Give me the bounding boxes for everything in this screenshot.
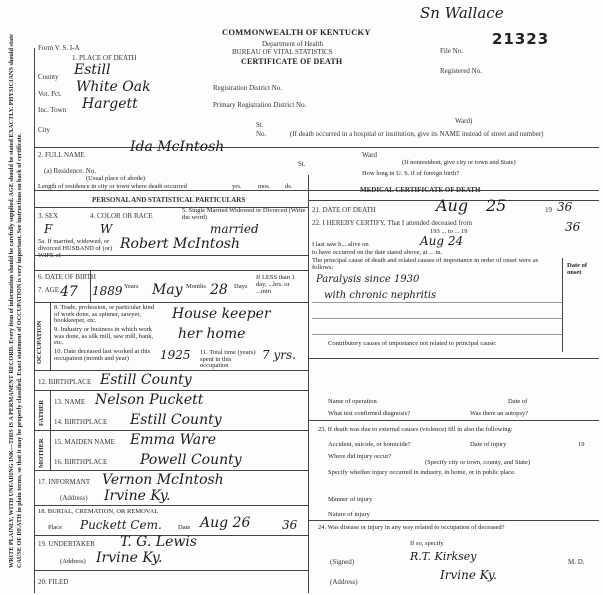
death-date-year-prefix: 19 (545, 206, 552, 214)
st-label: St. (256, 121, 264, 129)
last-saw-label: I last saw h... alive on (312, 241, 369, 248)
where-label: Where did injury occur? (328, 453, 392, 460)
age-value: 47 (60, 284, 78, 300)
informant-addr-label: (Address) (60, 494, 88, 502)
mother-name-label: 15. MAIDEN NAME (54, 438, 115, 446)
where-note: (Specify city or town, county, and State) (425, 459, 530, 466)
informant-value: Vernon McIntosh (102, 472, 224, 488)
physician-address-label: (Address) (330, 578, 358, 586)
department: Department of Health (262, 40, 324, 48)
physician-address: Irvine Ky. (440, 568, 497, 582)
if-so-label: If so, specify (410, 540, 444, 547)
full-name-value: Ida McIntosh (130, 139, 225, 155)
rule-q24 (308, 520, 599, 521)
full-name-label: 2. FULL NAME (38, 151, 85, 159)
residence-ward-label: Ward (362, 151, 377, 159)
file-number: 21323 (492, 30, 550, 48)
father-birth-label: 14. BIRTHPLACE (54, 418, 108, 426)
dob-label: 6. DATE OF BIRTH (38, 273, 96, 281)
rule-father (34, 430, 308, 431)
father-side-label: FATHER (38, 399, 45, 426)
burial-date-value: Aug 26 (200, 515, 251, 531)
left-border (34, 48, 35, 593)
color-value: W (100, 222, 113, 236)
death-date-year: 36 (557, 200, 573, 214)
if-less-label: If LESS than 1 day, ...hrs. or ...min (256, 274, 295, 295)
operation-label: Name of operation (328, 398, 377, 405)
nonresident-note: (If nonresident, give city or town and State) (402, 159, 516, 166)
age-label: 7. AGE (38, 286, 59, 294)
specify-label: Specify whether injury occurred in industry, in home, or in public place. (328, 469, 516, 476)
cause-rule-5 (312, 334, 562, 335)
no-label: No. (256, 130, 267, 138)
spouse-label: 5a. If married, widowed, or divorced HUSBAND of (or) WIFE of (38, 238, 113, 259)
certify-from: 193 ... to ... 19 (430, 228, 468, 235)
length-note: Length of residence in city or town where death occurred (38, 183, 187, 190)
town-label: Inc. Town (38, 106, 67, 114)
certify-to: 36 (565, 220, 581, 234)
rule-contrib (308, 358, 599, 359)
occ8-value: House keeper (172, 306, 271, 322)
ward-label: Ward) (455, 117, 473, 125)
marital-label: 5. Single Married Widowed or Divorced (Write the word) (182, 207, 306, 221)
sex-value: F (44, 222, 53, 236)
informant-label: 17. INFORMANT (38, 478, 91, 486)
manner-label: Manner of injury (328, 496, 373, 503)
cause-line-2: with chronic nephritis (324, 290, 437, 301)
diagnosis-label: What test confirmed diagnosis? (328, 410, 411, 417)
county-value: Estill (74, 62, 111, 78)
county-label: County (38, 73, 59, 81)
hospital-note: (If death occurred in a hospital or institution, give its NAME instead of street and number) (290, 130, 544, 138)
undertaker-addr-label: (Address) (60, 558, 86, 565)
town-value: Hargett (82, 96, 138, 112)
mother-name-value: Emma Ware (130, 432, 217, 448)
vot-label: Vot. Pct. (38, 90, 62, 98)
contributory-label: Contributory causes of importance not related to principal cause: (328, 340, 497, 347)
certify-label: 22. I HEREBY CERTIFY, That I attended deceased from (312, 219, 473, 227)
rule-age (34, 302, 308, 303)
last-saw-date: Aug 24 (420, 234, 464, 248)
q23-label: 23. If death was due to external causes (violence) fill in also the following: (318, 426, 513, 433)
occ-side-divider (50, 302, 51, 370)
undertaker-addr-value: Irvine Ky. (96, 550, 163, 566)
rule-undertaker (34, 570, 308, 571)
signature-top: Sn Wallace (420, 4, 504, 22)
father-name-value: Nelson Puckett (95, 392, 204, 408)
us-note: How long in U. S. if of foreign birth? (362, 170, 460, 177)
burial-label: 18. BURIAL, CREMATION, OR REMOVAL (38, 508, 159, 515)
birth-month: May (152, 282, 183, 298)
rule-q23 (308, 420, 599, 421)
parents-side-divider (50, 390, 51, 470)
mother-birth-label: 16. BIRTHPLACE (54, 458, 108, 466)
cause-rule-3 (312, 302, 562, 303)
rule-informant (34, 505, 308, 506)
rule-personal (34, 190, 599, 191)
rule-mother (34, 470, 308, 471)
q24-label: 24. Was disease or injury in any way related to occupation of deceased? (318, 524, 505, 531)
occ8-label: 8. Trade, profession, or particular kind of work done, as spinner, sawyer, bookkeeper, etc. (54, 304, 155, 324)
occ11-label: 11. Total time (years) spent in this occupation (200, 349, 256, 369)
nature-label: Nature of injury (328, 511, 370, 518)
rule-occ (34, 370, 308, 371)
burial-date-label: Date (178, 524, 191, 531)
accident-label: Accident, suicide, or homicide? (328, 441, 411, 448)
cause-line-1: Paralysis since 1930 (316, 274, 420, 285)
occ9-label: 9. Industry or business in which work was done, as silk mill, saw mill, bank, etc. (54, 326, 154, 346)
birthplace-value: Estill County (100, 372, 192, 388)
death-date-day: 25 (486, 196, 507, 215)
undertaker-label: 19. UNDERTAKER (38, 540, 95, 548)
md-label: M. D. (568, 558, 585, 566)
place-of-death-heading: 1. PLACE OF DEATH (72, 54, 137, 62)
cause-rule-4 (312, 318, 562, 319)
occ9-value: her home (178, 326, 246, 342)
marital-value: married (210, 222, 259, 236)
days-label: Days (234, 283, 248, 290)
birth-day: 28 (210, 282, 228, 298)
file-no-label: File No. (440, 47, 463, 55)
months-label: Months (186, 283, 206, 290)
informant-addr-value: Irvine Ky. (104, 488, 171, 504)
mother-birth-value: Powell County (140, 452, 242, 468)
years-label: Years (124, 283, 139, 290)
side-instructions (2, 8, 32, 593)
onset-divider (562, 258, 563, 352)
father-birth-value: Estill County (130, 412, 222, 428)
rule-dob (34, 270, 308, 271)
autopsy-label: Was there an autopsy? (470, 410, 529, 417)
reg-district-label: Registration District No. (213, 84, 283, 92)
burial-place-label: Place (48, 524, 63, 531)
occ10-value: 1925 (160, 348, 191, 362)
undertaker-value: T. G. Lewis (120, 534, 197, 550)
bureau: BUREAU OF VITAL STATISTICS (232, 48, 333, 56)
form-number: Form V. S. I-A (38, 44, 80, 52)
physician-signature: R.T. Kirksey (410, 550, 477, 563)
residence-note: (Usual place of abode) (86, 175, 146, 182)
vot-value: White Oak (76, 79, 151, 95)
occ11-value: 7 yrs. (262, 348, 296, 362)
sex-label: 3. SEX (38, 212, 59, 220)
residence-st-label: St. (298, 160, 306, 168)
death-date-month: Aug (436, 196, 469, 215)
rule-name (34, 147, 599, 148)
burial-year-value: 36 (282, 518, 298, 532)
rule-birth (34, 390, 308, 391)
registered-no-label: Registered No. (440, 67, 482, 75)
injury-date-label: Date of injury (470, 441, 507, 448)
side-instructions-text: WRITE PLAINLY, WITH UNFADING INK—THIS IS A PERMANENT RECORD. Every item of information should be carefully supplied. AGE should be stated EXACTLY. PHYSICIANS should state CAUSE OF DEATH in plain terms, so that it may be properly classified. Exact statement of OCCUPATION is very important. See instructions on back of certificate. (8, 34, 23, 568)
personal-heading: PERSONAL AND STATISTICAL PARTICULARS (92, 196, 246, 204)
medical-heading: MEDICAL CERTIFICATE OF DEATH (360, 186, 481, 194)
mos-label: mos. (258, 183, 271, 190)
yrs-label: yrs. (232, 183, 242, 190)
certificate-title: CERTIFICATE OF DEATH (241, 57, 343, 66)
city-label: City (38, 126, 51, 134)
burial-place-value: Puckett Cem. (80, 518, 162, 532)
color-label: 4. COLOR OR RACE (90, 212, 153, 220)
filed-label: 20. FILED (38, 578, 69, 586)
death-date-label: 21. DATE OF DEATH (312, 206, 376, 214)
occupation-side-label: OCCUPATION (36, 320, 43, 364)
birthplace-label: 12. BIRTHPLACE (38, 378, 92, 386)
occ10-label: 10. Date deceased last worked at this occupation (month and year) (54, 348, 151, 362)
residence-label: (a) Residence. No. (44, 167, 97, 175)
mother-side-label: MOTHER (38, 438, 45, 468)
death-occurred: to have occurred on the date stated above, at ... m. (312, 249, 443, 256)
cause-note: The principal cause of death and related causes of importance in order of onset were as follows: (312, 257, 539, 271)
primary-district-label: Primary Registration District No. (213, 101, 307, 109)
birth-year: 1889 (92, 284, 123, 298)
signed-label: (Signed) (330, 558, 355, 566)
injury-year-label: 19 (578, 441, 585, 448)
father-name-label: 13. NAME (54, 398, 86, 406)
date-of-onset-label: Date of onset (567, 262, 588, 276)
center-divider (308, 175, 309, 593)
commonwealth-title: COMMONWEALTH OF KENTUCKY (222, 27, 371, 37)
spouse-value: Robert McIntosh (120, 236, 240, 252)
operation-date-label: Date of (508, 398, 528, 405)
ds-label: ds. (285, 183, 293, 190)
